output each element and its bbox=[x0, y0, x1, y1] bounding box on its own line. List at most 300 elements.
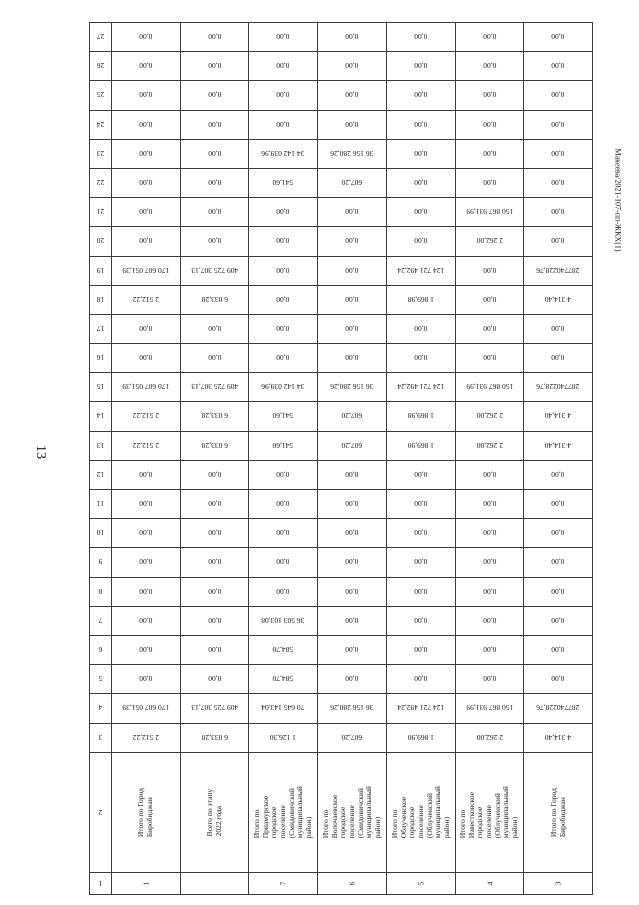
document-reference: Макеева/2021-107-пп-ЖКХ(1) bbox=[613, 148, 623, 252]
cell-value: 0,00 bbox=[139, 499, 153, 509]
value-cell bbox=[318, 139, 387, 168]
cell-value: 150 867 931,99 bbox=[465, 207, 513, 217]
cell-value: 0,00 bbox=[276, 61, 290, 71]
value-cell bbox=[249, 198, 318, 227]
value-cell bbox=[524, 198, 593, 227]
value-cell bbox=[455, 344, 524, 373]
cell-value: 607,20 bbox=[341, 441, 363, 451]
cell-value: 1 126,30 bbox=[270, 733, 297, 743]
column-number-cell bbox=[90, 635, 112, 664]
value-cell bbox=[524, 723, 593, 752]
value-cell bbox=[386, 168, 455, 197]
table-row bbox=[90, 23, 593, 52]
value-cell bbox=[249, 314, 318, 343]
cell-value: 0,00 bbox=[551, 32, 565, 42]
table-row bbox=[90, 752, 593, 872]
column-number-cell bbox=[90, 285, 112, 314]
cell-value: 0,00 bbox=[482, 470, 496, 480]
column-number: 1 bbox=[98, 878, 103, 888]
value-cell bbox=[249, 519, 318, 548]
value-cell bbox=[524, 373, 593, 402]
row-index-cell bbox=[318, 872, 387, 894]
cell-value: 2 512,22 bbox=[132, 733, 159, 743]
column-number: 22 bbox=[96, 178, 105, 188]
cell-value: 0,00 bbox=[208, 207, 222, 217]
column-number: 25 bbox=[96, 90, 105, 100]
cell-value: 0,00 bbox=[276, 470, 290, 480]
cell-value: 0,00 bbox=[482, 587, 496, 597]
cell-value: 0,00 bbox=[139, 645, 153, 655]
cell-value: 0,00 bbox=[276, 295, 290, 305]
cell-value: 0,00 bbox=[276, 120, 290, 130]
cell-value: 0,00 bbox=[345, 266, 359, 276]
value-cell bbox=[180, 460, 249, 489]
value-cell bbox=[112, 314, 181, 343]
column-number: 13 bbox=[96, 441, 105, 451]
cell-value: 0,00 bbox=[551, 90, 565, 100]
column-number: 8 bbox=[98, 587, 103, 597]
value-cell bbox=[386, 577, 455, 606]
column-number: 11 bbox=[96, 499, 105, 509]
value-cell bbox=[318, 198, 387, 227]
value-cell bbox=[524, 110, 593, 139]
value-cell bbox=[524, 490, 593, 519]
cell-value: 287740228,76 bbox=[536, 266, 580, 276]
value-cell bbox=[249, 81, 318, 110]
value-cell bbox=[249, 431, 318, 460]
row-label: Итого по Город Биробиджан bbox=[548, 787, 567, 837]
column-number: 26 bbox=[96, 61, 105, 71]
row-label: Итого по Волочаевское городское поселение (Смидовичский муниципальный район) bbox=[320, 786, 382, 839]
cell-value: 0,00 bbox=[414, 353, 428, 363]
cell-value: 0,00 bbox=[551, 353, 565, 363]
value-cell bbox=[112, 665, 181, 694]
value-cell bbox=[180, 139, 249, 168]
table-row bbox=[90, 256, 593, 285]
value-cell bbox=[112, 431, 181, 460]
value-cell bbox=[249, 606, 318, 635]
row-index-cell bbox=[249, 872, 318, 894]
cell-value: 0,00 bbox=[208, 236, 222, 246]
value-cell bbox=[180, 344, 249, 373]
value-cell bbox=[112, 52, 181, 81]
cell-value: 36 156 280,26 bbox=[330, 149, 374, 159]
value-cell bbox=[386, 23, 455, 52]
column-number: 16 bbox=[96, 353, 105, 363]
cell-value: 0,00 bbox=[414, 61, 428, 71]
cell-value: 4 314,40 bbox=[544, 733, 572, 743]
table-row bbox=[90, 694, 593, 723]
value-cell bbox=[180, 227, 249, 256]
value-cell bbox=[318, 402, 387, 431]
table-row bbox=[90, 52, 593, 81]
cell-value: 0,00 bbox=[551, 236, 565, 246]
value-cell bbox=[318, 52, 387, 81]
data-table-container bbox=[89, 22, 592, 894]
value-cell bbox=[455, 168, 524, 197]
cell-value: 541,60 bbox=[272, 412, 294, 422]
cell-value: 0,00 bbox=[345, 32, 359, 42]
cell-value: 0,00 bbox=[345, 616, 359, 626]
value-cell bbox=[524, 402, 593, 431]
row-index-cell bbox=[524, 872, 593, 894]
value-cell bbox=[112, 490, 181, 519]
row-label-cell bbox=[386, 752, 455, 872]
value-cell bbox=[318, 519, 387, 548]
value-cell bbox=[455, 694, 524, 723]
value-cell bbox=[386, 665, 455, 694]
cell-value: 4 314,40 bbox=[544, 441, 572, 451]
cell-value: 0,00 bbox=[414, 587, 428, 597]
cell-value: 36 503 103,08 bbox=[261, 616, 305, 626]
cell-value: 0,00 bbox=[276, 528, 290, 538]
cell-value: 0,00 bbox=[276, 90, 290, 100]
value-cell bbox=[112, 606, 181, 635]
cell-value: 170 607 051,39 bbox=[122, 266, 170, 276]
value-cell bbox=[249, 460, 318, 489]
column-number-cell bbox=[90, 139, 112, 168]
cell-value: 2 262,00 bbox=[476, 733, 503, 743]
column-number-cell bbox=[90, 52, 112, 81]
cell-value: 36 156 280,26 bbox=[330, 382, 374, 392]
cell-value: 0,00 bbox=[345, 90, 359, 100]
value-cell bbox=[318, 431, 387, 460]
cell-value: 0,00 bbox=[345, 207, 359, 217]
value-cell bbox=[318, 460, 387, 489]
value-cell bbox=[455, 635, 524, 664]
value-cell bbox=[455, 23, 524, 52]
table-row bbox=[90, 285, 593, 314]
cell-value: 0,00 bbox=[551, 616, 565, 626]
cell-value: 0,00 bbox=[208, 353, 222, 363]
row-index-cell bbox=[386, 872, 455, 894]
value-cell bbox=[524, 227, 593, 256]
value-cell bbox=[455, 431, 524, 460]
value-cell bbox=[318, 227, 387, 256]
value-cell bbox=[455, 256, 524, 285]
value-cell bbox=[386, 460, 455, 489]
column-number-cell bbox=[90, 431, 112, 460]
cell-value: 0,00 bbox=[345, 295, 359, 305]
value-cell bbox=[112, 81, 181, 110]
cell-value: 0,00 bbox=[208, 499, 222, 509]
cell-value: 2 512,22 bbox=[132, 295, 159, 305]
cell-value: 0,00 bbox=[345, 120, 359, 130]
value-cell bbox=[318, 256, 387, 285]
cell-value: 0,00 bbox=[139, 674, 153, 684]
value-cell bbox=[112, 285, 181, 314]
cell-value: 0,00 bbox=[551, 61, 565, 71]
table-row bbox=[90, 139, 593, 168]
column-number: 23 bbox=[96, 149, 105, 159]
value-cell bbox=[249, 285, 318, 314]
row-index: 5 bbox=[416, 881, 426, 886]
value-cell bbox=[455, 81, 524, 110]
row-index: 1 bbox=[141, 881, 151, 886]
cell-value: 34 142 039,96 bbox=[261, 382, 305, 392]
value-cell bbox=[386, 139, 455, 168]
value-cell bbox=[318, 694, 387, 723]
column-number: 2 bbox=[98, 807, 103, 817]
column-number: 4 bbox=[98, 703, 103, 713]
value-cell bbox=[249, 635, 318, 664]
column-number-cell bbox=[90, 548, 112, 577]
cell-value: 2 262,00 bbox=[476, 441, 503, 451]
value-cell bbox=[112, 548, 181, 577]
cell-value: 0,00 bbox=[482, 149, 496, 159]
column-number: 18 bbox=[96, 295, 105, 305]
cell-value: 0,00 bbox=[345, 324, 359, 334]
value-cell bbox=[455, 490, 524, 519]
cell-value: 584,70 bbox=[272, 674, 294, 684]
row-label: Итого по Облученское городское поселение (Облученский муниципальный район) bbox=[389, 786, 451, 839]
cell-value: 0,00 bbox=[208, 61, 222, 71]
cell-value: 0,00 bbox=[208, 324, 222, 334]
value-cell bbox=[180, 402, 249, 431]
column-number-cell bbox=[90, 314, 112, 343]
column-number: 9 bbox=[98, 557, 103, 567]
cell-value: 0,00 bbox=[482, 90, 496, 100]
value-cell bbox=[386, 256, 455, 285]
page-number: 13 bbox=[33, 445, 48, 459]
cell-value: 0,00 bbox=[482, 32, 496, 42]
value-cell bbox=[318, 285, 387, 314]
value-cell bbox=[180, 665, 249, 694]
row-label: Итого по Известковское городское поселение (Облученский муниципальный район) bbox=[458, 786, 519, 839]
cell-value: 0,00 bbox=[208, 587, 222, 597]
value-cell bbox=[455, 285, 524, 314]
cell-value: 0,00 bbox=[414, 236, 428, 246]
value-cell bbox=[386, 490, 455, 519]
cell-value: 0,00 bbox=[551, 178, 565, 188]
value-cell bbox=[180, 81, 249, 110]
value-cell bbox=[249, 256, 318, 285]
cell-value: 2 512,22 bbox=[132, 441, 159, 451]
cell-value: 0,00 bbox=[414, 207, 428, 217]
cell-value: 607,20 bbox=[341, 412, 363, 422]
column-number: 20 bbox=[96, 236, 105, 246]
cell-value: 409 725 307,13 bbox=[191, 382, 238, 392]
cell-value: 541,60 bbox=[272, 178, 294, 188]
row-label-wrap bbox=[181, 753, 249, 872]
row-label: Итого по Приамурское городское поселение (Смидовичский муниципальный район) bbox=[252, 786, 313, 839]
column-number: 21 bbox=[96, 207, 105, 217]
table-row bbox=[90, 314, 593, 343]
value-cell bbox=[524, 344, 593, 373]
cell-value: 2 512,22 bbox=[132, 412, 159, 422]
cell-value: 0,00 bbox=[551, 674, 565, 684]
table-row bbox=[90, 81, 593, 110]
value-cell bbox=[249, 723, 318, 752]
value-cell bbox=[386, 314, 455, 343]
cell-value: 0,00 bbox=[345, 674, 359, 684]
row-label-cell bbox=[249, 752, 318, 872]
cell-value: 409 725 307,13 bbox=[191, 703, 238, 713]
cell-value: 0,00 bbox=[139, 616, 153, 626]
value-cell bbox=[112, 110, 181, 139]
cell-value: 0,00 bbox=[139, 324, 153, 334]
cell-value: 34 142 039,96 bbox=[261, 149, 305, 159]
column-number-cell bbox=[90, 577, 112, 606]
cell-value: 0,00 bbox=[551, 499, 565, 509]
cell-value: 2 262,00 bbox=[476, 412, 503, 422]
value-cell bbox=[180, 490, 249, 519]
cell-value: 0,00 bbox=[482, 61, 496, 71]
column-number: 19 bbox=[96, 266, 105, 276]
value-cell bbox=[524, 606, 593, 635]
column-number-cell bbox=[90, 198, 112, 227]
value-cell bbox=[455, 723, 524, 752]
cell-value: 0,00 bbox=[139, 120, 153, 130]
cell-value: 0,00 bbox=[139, 32, 153, 42]
cell-value: 6 033,28 bbox=[201, 733, 228, 743]
column-number: 14 bbox=[96, 412, 105, 422]
value-cell bbox=[112, 694, 181, 723]
cell-value: 0,00 bbox=[551, 207, 565, 217]
cell-value: 124 721 492,24 bbox=[397, 266, 445, 276]
column-number: 5 bbox=[98, 674, 103, 684]
cell-value: 0,00 bbox=[345, 557, 359, 567]
value-cell bbox=[386, 373, 455, 402]
value-cell bbox=[112, 402, 181, 431]
value-cell bbox=[180, 256, 249, 285]
column-number: 27 bbox=[96, 32, 105, 42]
value-cell bbox=[180, 23, 249, 52]
value-cell bbox=[112, 577, 181, 606]
value-cell bbox=[386, 285, 455, 314]
table-row bbox=[90, 872, 593, 894]
row-index: 3 bbox=[553, 881, 563, 886]
cell-value: 0,00 bbox=[414, 470, 428, 480]
value-cell bbox=[524, 460, 593, 489]
value-cell bbox=[180, 110, 249, 139]
value-cell bbox=[318, 23, 387, 52]
column-number-cell bbox=[90, 752, 112, 872]
cell-value: 0,00 bbox=[482, 295, 496, 305]
column-number: 24 bbox=[96, 120, 105, 130]
cell-value: 0,00 bbox=[551, 470, 565, 480]
value-cell bbox=[386, 81, 455, 110]
table-row bbox=[90, 548, 593, 577]
value-cell bbox=[524, 52, 593, 81]
column-number-cell bbox=[90, 168, 112, 197]
value-cell bbox=[318, 81, 387, 110]
table-row bbox=[90, 431, 593, 460]
table-row bbox=[90, 344, 593, 373]
cell-value: 36 156 280,26 bbox=[330, 703, 374, 713]
row-index-cell bbox=[455, 872, 524, 894]
table-row bbox=[90, 373, 593, 402]
cell-value: 0,00 bbox=[208, 90, 222, 100]
table-row bbox=[90, 606, 593, 635]
value-cell bbox=[524, 168, 593, 197]
column-number: 15 bbox=[96, 382, 105, 392]
cell-value: 0,00 bbox=[482, 674, 496, 684]
value-cell bbox=[386, 227, 455, 256]
value-cell bbox=[112, 168, 181, 197]
cell-value: 0,00 bbox=[208, 616, 222, 626]
table-row bbox=[90, 490, 593, 519]
cell-value: 124 721 492,24 bbox=[397, 703, 445, 713]
value-cell bbox=[112, 373, 181, 402]
value-cell bbox=[524, 519, 593, 548]
cell-value: 6 033,28 bbox=[201, 412, 228, 422]
cell-value: 0,00 bbox=[414, 32, 428, 42]
table-row bbox=[90, 460, 593, 489]
cell-value: 1 869,90 bbox=[407, 733, 434, 743]
cell-value: 0,00 bbox=[482, 557, 496, 567]
cell-value: 287740228,76 bbox=[536, 703, 580, 713]
value-cell bbox=[524, 548, 593, 577]
value-cell bbox=[455, 110, 524, 139]
cell-value: 6 033,28 bbox=[201, 441, 228, 451]
row-index-cell bbox=[112, 872, 181, 894]
table-row bbox=[90, 110, 593, 139]
cell-value: 1 869,98 bbox=[407, 412, 434, 422]
row-index-cell bbox=[180, 872, 249, 894]
value-cell bbox=[249, 665, 318, 694]
cell-value: 2 262,00 bbox=[476, 236, 503, 246]
value-cell bbox=[249, 344, 318, 373]
value-cell bbox=[180, 373, 249, 402]
row-label-cell bbox=[524, 752, 593, 872]
column-number-cell bbox=[90, 872, 112, 894]
column-number: 3 bbox=[98, 733, 103, 743]
value-cell bbox=[180, 52, 249, 81]
value-cell bbox=[386, 110, 455, 139]
cell-value: 0,00 bbox=[208, 149, 222, 159]
cell-value: 0,00 bbox=[345, 528, 359, 538]
value-cell bbox=[180, 519, 249, 548]
value-cell bbox=[318, 577, 387, 606]
cell-value: 150 867 931,99 bbox=[465, 382, 513, 392]
cell-value: 0,00 bbox=[139, 236, 153, 246]
value-cell bbox=[455, 314, 524, 343]
cell-value: 150 867 931,99 bbox=[465, 703, 513, 713]
column-number: 7 bbox=[98, 616, 103, 626]
column-number-cell bbox=[90, 110, 112, 139]
cell-value: 0,00 bbox=[276, 207, 290, 217]
value-cell bbox=[249, 168, 318, 197]
table-row bbox=[90, 723, 593, 752]
value-cell bbox=[318, 490, 387, 519]
cell-value: 0,00 bbox=[208, 674, 222, 684]
cell-value: 0,00 bbox=[208, 557, 222, 567]
table-row bbox=[90, 635, 593, 664]
value-cell bbox=[455, 198, 524, 227]
value-cell bbox=[524, 256, 593, 285]
cell-value: 0,00 bbox=[482, 645, 496, 655]
value-cell bbox=[180, 285, 249, 314]
value-cell bbox=[318, 606, 387, 635]
value-cell bbox=[455, 577, 524, 606]
cell-value: 0,00 bbox=[414, 90, 428, 100]
value-cell bbox=[524, 314, 593, 343]
cell-value: 0,00 bbox=[139, 61, 153, 71]
cell-value: 0,00 bbox=[276, 557, 290, 567]
cell-value: 170 607 051,39 bbox=[122, 703, 170, 713]
value-cell bbox=[524, 285, 593, 314]
value-cell bbox=[318, 314, 387, 343]
value-cell bbox=[455, 460, 524, 489]
value-cell bbox=[455, 606, 524, 635]
cell-value: 0,00 bbox=[345, 353, 359, 363]
value-cell bbox=[524, 694, 593, 723]
column-number-cell bbox=[90, 227, 112, 256]
row-label: Итого по Город Биробиджан bbox=[136, 787, 154, 837]
row-label-cell bbox=[318, 752, 387, 872]
value-cell bbox=[524, 139, 593, 168]
